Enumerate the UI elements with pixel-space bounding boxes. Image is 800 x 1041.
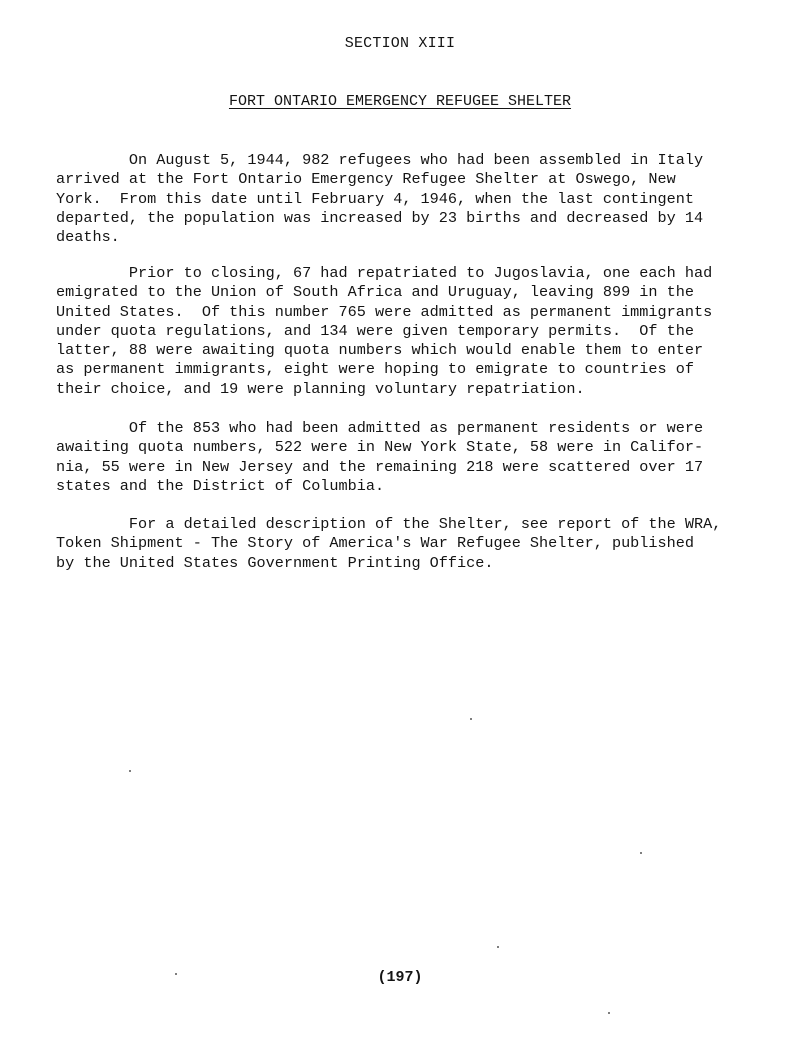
scan-speck xyxy=(470,718,472,720)
paragraph-residence: Of the 853 who had been admitted as permanent residents or were awaiting quota numbers, 522 were in New York State, 58 were in Califor- nia, 55 were in New Jersey and the remaining 218 were scattered over 17 states and the District of Columbia. xyxy=(56,419,704,495)
document-title: FORT ONTARIO EMERGENCY REFUGEE SHELTER xyxy=(228,93,572,110)
scan-speck xyxy=(608,1012,610,1014)
scan-speck xyxy=(129,770,131,772)
scan-speck xyxy=(640,852,642,854)
paragraph-repatriation: Prior to closing, 67 had repatriated to Jugoslavia, one each had emigrated to the Union of South Africa and Uruguay, leaving 899 in the United States. Of this number 765 were admitted as permanent immigrants under quota regulations, and 134 were given temporary permits. Of the latter, 88 were awaiting quota numbers which would enable them to enter as permanent immigrants, eight were hoping to emigrate to countries of their choice, and 19 were planning voluntary repatriation. xyxy=(56,264,713,398)
section-heading: SECTION XIII xyxy=(344,35,456,52)
scan-speck xyxy=(497,946,499,948)
paragraph-reference: For a detailed description of the Shelter, see report of the WRA, Token Shipment - The Story of America's War Refugee Shelter, published by the United States Government Printing Office. xyxy=(56,515,722,572)
scan-speck xyxy=(175,973,177,975)
paragraph-arrival: On August 5, 1944, 982 refugees who had been assembled in Italy arrived at the Fort Ontario Emergency Refugee Shelter at Oswego, New York. From this date until February 4, 1946, when the last contingent departed, the population was increased by 23 births and decreased by 14 deaths. xyxy=(56,151,704,247)
page-number: (197) xyxy=(377,969,423,986)
